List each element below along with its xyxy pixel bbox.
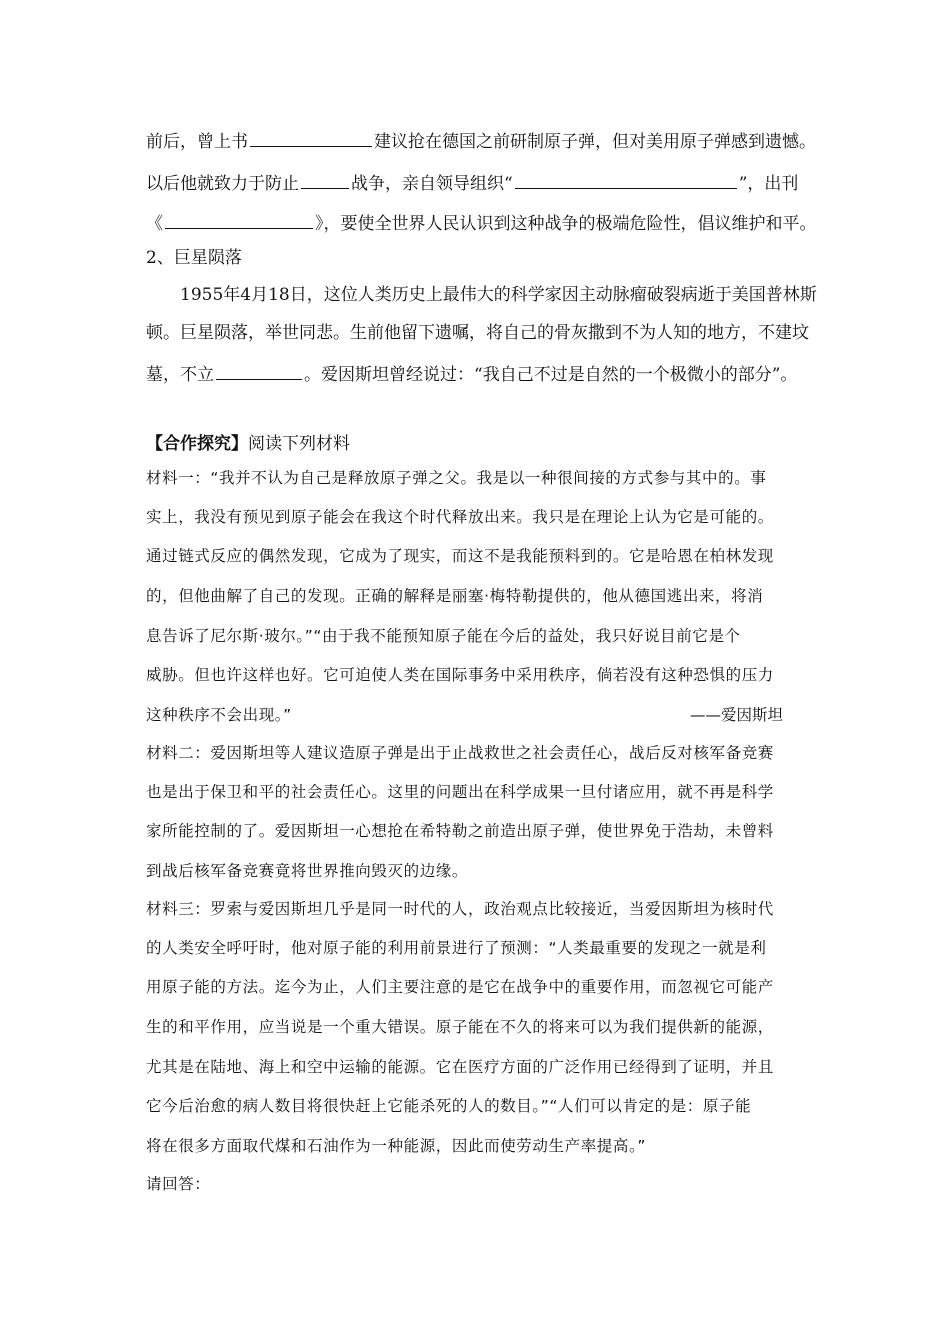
- material2-line: 家所能控制的了。爱因斯坦一心想抢在希特勒之前造出原子弹，使世界免于浩劫，未曾料: [146, 822, 774, 840]
- material3-line: 它今后治愈的病人数目将很快赶上它能杀死的人的数目。”“人们可以肯定的是：原子能: [146, 1097, 752, 1115]
- text-segment: 。爱因斯坦曾经说过：“我自己不过是自然的一个极微小的部分”。: [304, 365, 798, 385]
- answer-prompt: 请回答：: [146, 1175, 211, 1193]
- text-segment: 以后他就致力于防止: [146, 174, 299, 194]
- text-segment: 墓，不立: [146, 365, 214, 385]
- material1-line: 通过链式反应的偶然发现，它成为了现实，而这不是我能预料到的。它是哈恩在柏林发现: [146, 547, 774, 565]
- material3-line: 生的和平作用，应当说是一个重大错误。原子能在不久的将来可以为我们提供新的能源，: [146, 1018, 774, 1036]
- material1-author: ——爱因斯坦: [690, 706, 784, 724]
- material2-line: 也是出于保卫和平的社会责任心。这里的问题出在科学成果一旦付诸应用，就不再是科学: [146, 783, 774, 801]
- cooperative-heading: [146, 432, 350, 456]
- material1-line: 实上，我没有预见到原子能会在我这个时代释放出来。我只是在理论上认为它是可能的。: [146, 508, 774, 526]
- material3-line: 用原子能的方法。迄今为止，人们主要注意的是它在战争中的重要作用，而忽视它可能产: [146, 978, 774, 996]
- text-segment: 》，要使全世界人民认识到这种战争的极端危险性，倡议维护和平。: [315, 214, 817, 234]
- material1-line: 息告诉了尼尔斯·玻尔。”“由于我不能预知原子能在今后的益处，我只好说目前它是个: [146, 627, 741, 645]
- material3-line: 将在很多方面取代煤和石油作为一种能源，因此而使劳动生产率提高。”: [146, 1137, 646, 1155]
- answer-blank: [165, 210, 313, 229]
- text-segment: ”，出刊: [738, 174, 799, 194]
- answer-blank: [515, 170, 737, 189]
- text-segment: 《: [146, 214, 163, 234]
- material1-line: 材料一：“我并不认为自己是释放原子弹之父。我是以一种很间接的方式参与其中的。事: [146, 469, 767, 487]
- section2-paragraph-line: 1955年4月18日，这位人类历史上最伟大的科学家因主动脉瘤破裂病逝于美国普林斯: [180, 285, 817, 305]
- material3-line: 材料三：罗索与爱因斯坦几乎是同一时代的人，政治观点比较接近，当爱因斯坦为核时代: [146, 900, 774, 918]
- material1-line: 威胁。但也许这样也好。它可迫使人类在国际事务中采用秩序，倘若没有这种恐惧的压力: [146, 666, 774, 684]
- section2-paragraph-line: 顿。巨星陨落，举世同悲。生前他留下遗嘱，将自己的骨灰撒到不为人知的地方，不建坟: [146, 323, 809, 343]
- material2-line: 到战后核军备竞赛竟将世界推向毁灭的边缘。: [146, 862, 469, 880]
- text-segment: 建议抢在德国之前研制原子弹，但对美用原子弹感到遗憾。: [374, 132, 816, 152]
- section1-line1: [146, 128, 816, 154]
- material1-line: 的，但他曲解了自己的发现。正确的解释是丽塞·梅特勒提供的，他从德国逃出来，将消: [146, 587, 764, 605]
- section-title: 【合作探究】: [146, 434, 248, 454]
- answer-blank: [250, 128, 372, 147]
- material2-line: 材料二：爱因斯坦等人建议造原子弹是出于止战救世之社会责任心，战后反对核军备竞赛: [146, 744, 774, 762]
- material3-line: 尤其是在陆地、海上和空中运输的能源。它在医疗方面的广泛作用已经得到了证明，并且: [146, 1058, 774, 1076]
- section2-heading: 2、巨星陨落: [146, 248, 242, 268]
- instruction-text: 阅读下列材料: [248, 434, 350, 454]
- text-segment: 战争，亲自领导组织“: [351, 174, 513, 194]
- answer-blank: [301, 170, 349, 189]
- material3-line: 的人类安全呼吁时，他对原子能的利用前景进行了预测：“人类最重要的发现之一就是利: [146, 939, 767, 957]
- text-segment: 前后，曾上书: [146, 132, 248, 152]
- section1-line3: [146, 210, 817, 236]
- answer-blank: [216, 361, 302, 380]
- material1-line: 这种秩序不会出现。”: [146, 706, 292, 724]
- section1-line2: [146, 170, 798, 196]
- section2-paragraph-line: [146, 361, 797, 387]
